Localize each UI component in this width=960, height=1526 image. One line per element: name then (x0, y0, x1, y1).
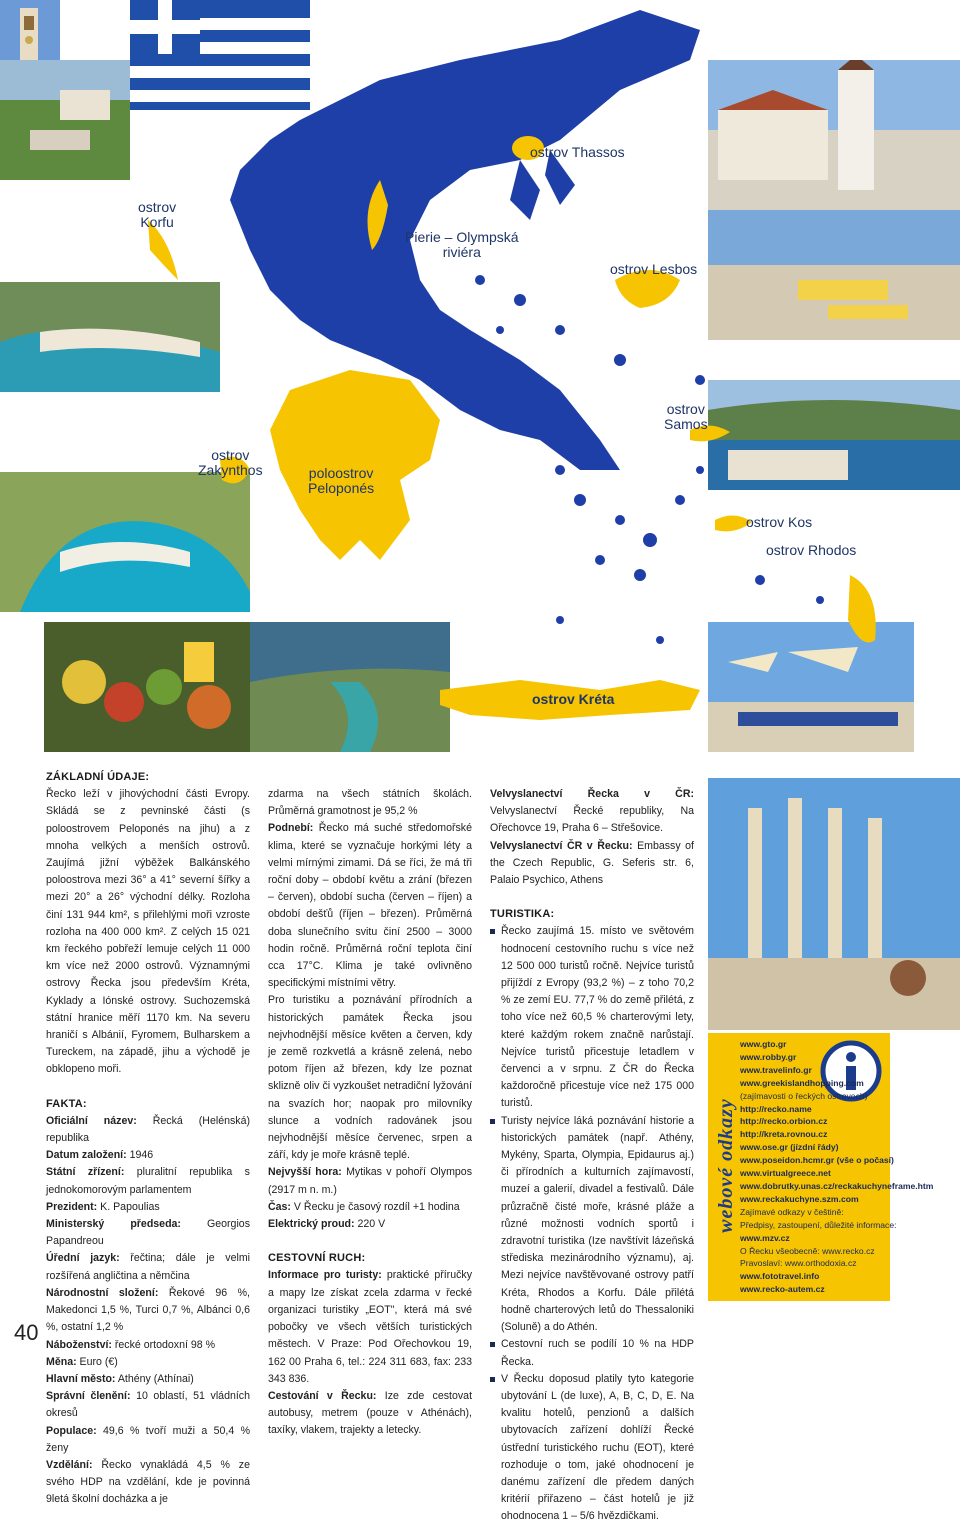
basic-heading: ZÁKLADNÍ ÚDAJE: (46, 771, 150, 783)
embassy-item: Velvyslanectví ČR v Řecku: Embassy of the Czech Republic, G. Seferis str. 6, Palaio Psychico, Athens (490, 839, 694, 887)
travel-item: Cestování v Řecku: Ize zde cestovat autobusy, metrem (pouze v Athénách), taxíky, vlakem, trajekty a letecky. (268, 1389, 473, 1437)
map-label-zakynthos: ostrov Zakynthos (198, 447, 263, 478)
fact-item: Vzdělání: Řecko vynakládá 4,5 % ze svého HDP na vzdělání, kde je povinná 9letá školní docházka a je (46, 1458, 250, 1506)
column-basic-facts (46, 769, 250, 1509)
map-label-thassos: ostrov Thassos (530, 144, 625, 160)
list-item: Cestovní ruch se podílí 10 % na HDP Řecka. (490, 1336, 694, 1370)
fact-item: Elektrický proud: 220 V (268, 1218, 386, 1231)
tourist-info-item: Informace pro turisty: praktické příručky a mapy lze získat zcela zdarma v řecké organizaci turistiky „EOT", která má své pobočky ve všech větších turistických městech. V Praze: Pod Ořechovkou 19, 162 00 Praha 6, tel.: 224 311 683, fax: 233 343 836. (268, 1269, 472, 1385)
fact-item: Datum založení: 1946 (46, 1149, 154, 1162)
map-label-kreta: ostrov Kréta (532, 691, 615, 707)
fact-item: Populace: 49,6 % tvoří muži a 50,4 % ženy (46, 1424, 250, 1454)
fact-item: Nejvyšší hora: Mytikas v pohoří Olympos (2917 m n. m.) (268, 1166, 472, 1196)
page-number: 40 (14, 1320, 39, 1345)
web-links-title: webové odkazy (714, 1097, 737, 1233)
map-label-korfu: ostrov Korfu (138, 199, 177, 230)
map-label-pierie: Pierie – Olympská riviéra (405, 229, 519, 260)
web-link-item[interactable]: www.robby.gr (740, 1051, 797, 1062)
season-paragraph: Pro turistiku a poznávání přírodních a historických památek Řecka jsou nejvhodnější měsíce květen a červen, kdy je země rozkvetlá a krásně zelená, nebo potom říjen až březen, kdy lze poznat sklizně oliv či vyzkoušet netradiční lyžování na svazích hor; naopak pro milovníky slunce a vodních radovánek jsou nejvhodnější měsíce červenec, srpen a září, kdy je moře krásně teplé. (268, 994, 472, 1162)
web-link-item[interactable]: www.greekislandhopping.com (740, 1077, 864, 1088)
map-label-kos: ostrov Kos (746, 514, 813, 530)
map-label-rhodos: ostrov Rhodos (766, 542, 857, 558)
list-item: Řecko zaujímá 15. místo ve světovém hodnocení cestovního ruchu s více než 12 500 000 turistů ročně. Nejvíce turistů přijíždí z Evropy (93,2 %) – z toho 70,2 % ze zemí EU. 77,7 % do země přilétá, z toho více než 60,5 % charterovými lety, které každým rokem značně narůstají. Nejvíce turistů přicestuje letadlem v červenci a v srpnu. Z ČR do Řecka každoročně přicestuje více než 175 000 turistů. (490, 923, 694, 1112)
map-label-lesbos: ostrov Lesbos (610, 261, 698, 277)
facts-heading: FAKTA: (46, 1097, 87, 1110)
fact-item: Správní členění: 10 oblastí, 51 vládních okresů (46, 1390, 250, 1420)
web-link-item[interactable]: www.recko-autem.cz (740, 1284, 825, 1295)
fact-item: Národnostní složení: Řekové 96 %, Makedonci 1,5 %, Turci 0,7 %, Albánci 0,6 %, ostatní 1,2 % (46, 1286, 251, 1334)
web-link-item[interactable]: www.virtualgreece.net (740, 1168, 831, 1179)
web-link-item: (zajímavosti o řeckých ostrovech) (740, 1090, 868, 1101)
column-embassies-tourism (490, 786, 694, 1526)
fact-item: Měna: Euro (€) (46, 1355, 118, 1368)
web-link-item: Předpisy, zastoupení, důležité informace: (740, 1219, 897, 1230)
web-link-item[interactable]: www.reckakuchyne.szm.com (740, 1193, 859, 1204)
turistika-list (490, 923, 694, 1525)
column-climate-tourism (268, 786, 472, 1440)
fact-item: Čas: V Řecku je časový rozdíl +1 hodina (268, 1200, 460, 1213)
fact-item: Náboženství: řecké ortodoxní 98 % (46, 1338, 215, 1351)
greece-map (0, 0, 960, 760)
map-label-samos: ostrov Samos (664, 401, 708, 432)
web-links-list (740, 1038, 934, 1296)
fact-item: Oficiální název: Řecká (Helénská) republika (46, 1114, 250, 1145)
web-link-item[interactable]: www.poseidon.hcmr.gr (vše o počasí) (740, 1155, 894, 1166)
list-item: Turisty nejvíce láká poznávání historie a historických památek (např. Athény, Mykény, Sparta, Olympia, Epidaurus aj.) či přírodních a kulturních zajímavostí, muzeí a galerií, divadel a festivalů. Dále průzračně čisté moře, krásné pláže a různé možnosti vodních sportů i zdravotní turistika (Ize navštívit lázeňská střediska mezinárodního významu), aj. Mezi nejvíce navštěvované ostrovy patří Kréta, Rhodos a Korfu. Dále přilétá hodně charterových letů do Thessaloniki (Soluně) a do Athén. (490, 1113, 694, 1337)
web-link-item: O Řecku všeobecně: www.recko.cz (740, 1245, 875, 1256)
embassy-item: Velvyslanectví Řecka v ČR: Velvyslanectví Řecké republiky, Na Ořechovce 19, Praha 6 – Střešovice. (490, 788, 694, 835)
web-link-item[interactable]: www.dobrutky.unas.cz/reckakuchyneframe.htm (740, 1180, 934, 1191)
web-link-item[interactable]: http://recko.orbion.cz (740, 1116, 828, 1127)
greek-flag (130, 0, 310, 110)
literacy-paragraph: zdarma na všech státních školách. Průměrná gramotnost je 95,2 % (268, 788, 472, 818)
web-link-item[interactable]: http://kreta.rovnou.cz (740, 1129, 828, 1140)
fact-item: Státní zřízení: pluralitní republika s jednokomorovým parlamentem (46, 1166, 250, 1196)
tourism-heading: CESTOVNÍ RUCH: (268, 1252, 366, 1265)
list-item: V Řecku doposud platily tyto kategorie ubytování L (de luxe), A, B, C, D, E. Na kvalitu hotelů, penzionů a dalších ubytovacích zařízení dohlíží Řecké ústřední turistického ruchu (EOT), které rozhoduje o tom, jaké ohodnocení je danému zařízení dle předem daných kritérií přiřazeno – část hotelů je již ohodnocena 1 – 5/6 hvězdičkami. (490, 1371, 694, 1526)
climate-item: Podnebí: Řecko má suché středomořské klima, které se vyznačuje horkými léty a velmi mírnými zimami. Dá se říci, že má tři roční doby – období květu a zrání (březen – červen), období sucha (červen – říjen) a období dešťů (říjen – březen). Průměrná doba slunečního svitu činí 2500 – 3000 hodin ročně. Průměrná roční teplota činí cca 17°C. Klima je také ovlivněno specifickými místními větry. (268, 822, 472, 990)
fact-item: Prezident: K. Papoulias (46, 1200, 160, 1213)
basic-paragraph: Řecko leží v jihovýchodní části Evropy. Skládá se z pevninské části (s poloostrovem Peloponés na jihu) a z mnoha velkých a menších ostrovů. Zaujímá jižní výběžek Balkánského poloostrova mezi 36° a 41° severní šířky a mezi 20° a 26° východní délky. Rozloha činí 131 944 km², s přilehlými moři vzroste rozloha na 400 000 km². Z celých 15 021 km řeckého pobřeží lemuje celých 11 000 km více než 2000 ostrovů. Významnými ostrovy Řecka jsou především Kréta, Kyklady a Iónské ostrovy. Suchozemská státní hranice měří 1170 km. Na severu hraničí s Albánií, Fyromem, Bulharskem a Tureckem, na západě, jihu a východě je obklopeno moři. (46, 788, 250, 1076)
fact-item: Ministerský předseda: Georgios Papandreou (46, 1218, 250, 1248)
web-link-item[interactable]: www.mzv.cz (740, 1232, 790, 1243)
web-link-item[interactable]: www.travelinfo.gr (740, 1064, 812, 1075)
web-link-item[interactable]: http://recko.name (740, 1103, 812, 1114)
web-link-item[interactable]: www.gto.gr (740, 1039, 787, 1049)
web-link-item[interactable]: www.ose.gr (jízdní řády) (740, 1142, 839, 1153)
fact-item: Hlavní město: Athény (Athínai) (46, 1372, 194, 1385)
turistika-heading: TURISTIKA: (490, 908, 555, 921)
fact-item: Úřední jazyk: řečtina; dále je velmi rozšířená angličtina a němčina (46, 1252, 251, 1282)
web-link-item: Zajímavé odkazy v češtině: (740, 1206, 844, 1217)
photo-rhodos-lindos-ruins (708, 778, 960, 1030)
web-link-item[interactable]: www.fototravel.info (740, 1271, 820, 1282)
map-label-peloponnes: poloostrov Peloponés (308, 465, 375, 496)
web-link-item: Pravoslaví: www.orthodoxia.cz (740, 1258, 857, 1269)
